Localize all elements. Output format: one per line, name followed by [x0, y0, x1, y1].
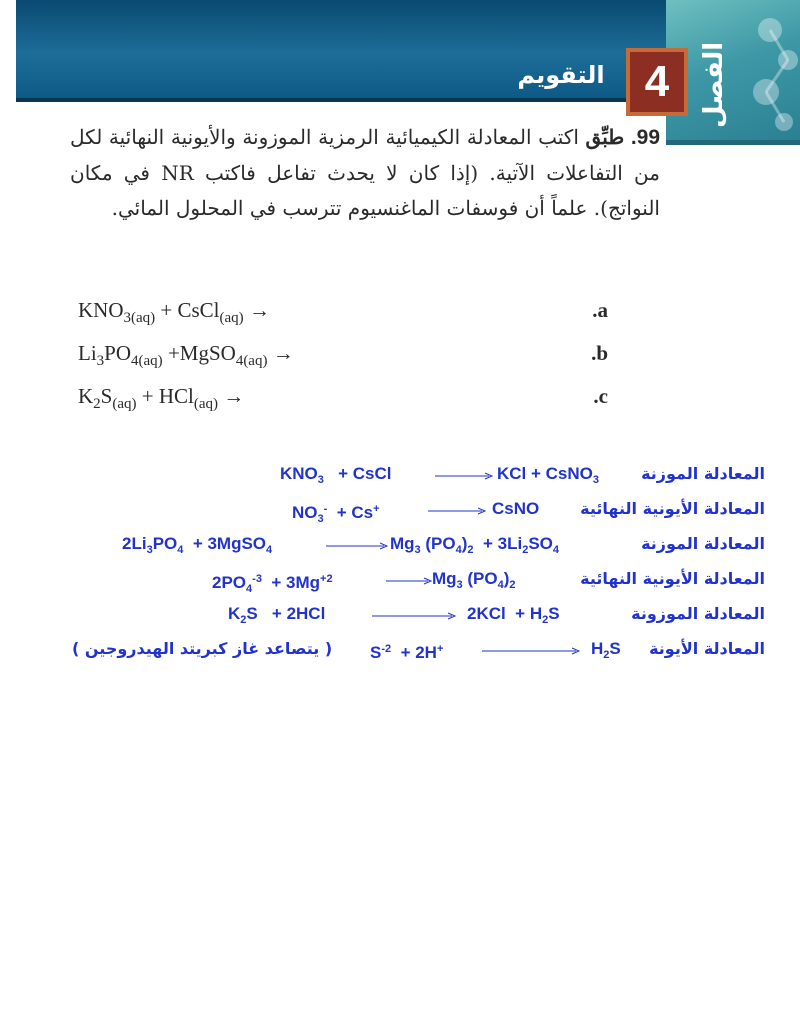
reactants: $NO_3^- + Cs^+$	[292, 503, 380, 525]
arrow-icon	[386, 577, 432, 585]
reactants: $KNO_3$ + CsCl	[280, 464, 392, 486]
equation-letter: .a	[592, 298, 608, 322]
chapter-number: 4	[644, 57, 670, 106]
answer-label: المعادلة الأيونة	[649, 639, 765, 658]
exercise-verb: طبِّق	[585, 125, 625, 149]
answer-row-2	[30, 494, 765, 524]
answer-row-1	[30, 459, 765, 489]
answer-label: المعادلة الموزونة	[631, 604, 765, 623]
reactants: $S^{-2} + 2H^+$	[370, 643, 444, 662]
products: $Mg_3$ $(PO_4)_2 + 3Li_2SO_4$	[390, 534, 560, 556]
products: KCl + CsNO$_3$	[497, 464, 600, 486]
equation-expression: $K_2S_{(aq)} + HCl_{(aq)}$ →	[78, 384, 245, 412]
answer-label: المعادلة الموزنة	[641, 534, 765, 553]
reactants: $K_2S + 2HCl$	[228, 604, 326, 626]
chapter-number-box	[626, 48, 688, 116]
equation-a	[78, 290, 608, 330]
equation-letter: .c	[593, 384, 608, 408]
products: CsNO	[492, 499, 540, 518]
equation-c	[78, 376, 608, 416]
answer-label: المعادلة الأيونية النهائية	[580, 499, 765, 518]
side-panel-strip	[666, 140, 800, 145]
answer-row-6	[30, 634, 765, 664]
products: $2KCl + H_2S$	[467, 604, 560, 626]
equation-b	[78, 333, 608, 373]
equation-letter: .b	[591, 341, 608, 365]
arrow-icon	[482, 647, 580, 655]
reactants: $2PO_4^{-3} + 3Mg^{+2}$	[212, 573, 333, 595]
answer-label: المعادلة الموزنة	[641, 464, 765, 483]
answer-row-3	[30, 529, 765, 559]
header-strip	[16, 98, 666, 102]
arrow-icon	[372, 612, 456, 620]
arrow-icon	[428, 507, 486, 515]
products: $Mg_3$ $(PO_4)_2$	[432, 569, 516, 591]
answer-row-4	[30, 564, 765, 594]
answer-row-5	[30, 599, 765, 629]
products: $H_2S$	[591, 639, 621, 661]
equation-expression: $Li_3PO_{4(aq)}$ +MgSO$_{4(aq)}$ →	[78, 341, 294, 369]
exercise-instruction: اكتب المعادلة الكيميائية الرمزية الموزونة والأيونية النهائية لكل من التفاعلات الآتية. (إذا كان لا يحدث تفاعل فاكتب NR في مكان النواتج). علماً أن فوسفات الماغنسيوم تترسب في المحلول المائي.	[70, 125, 660, 220]
section-title: التقويم	[517, 61, 605, 89]
exercise-question	[70, 120, 660, 227]
arrow-icon	[435, 472, 493, 480]
equation-expression: $KNO_{3(aq)}$ + CsCl$_{(aq)}$ →	[78, 298, 270, 326]
answer-note: ( يتصاعد غاز كبريتد الهيدروجين )	[72, 639, 333, 658]
arrow-icon	[326, 542, 388, 550]
reactants: $2Li_3PO_4$ + 3MgSO$_4$	[122, 534, 273, 556]
answer-label: المعادلة الأيونية النهائية	[580, 569, 765, 588]
exercise-number: 99.	[630, 126, 661, 149]
chapter-label: الفصل	[699, 41, 729, 129]
molecule-decoration-icon	[740, 10, 798, 138]
